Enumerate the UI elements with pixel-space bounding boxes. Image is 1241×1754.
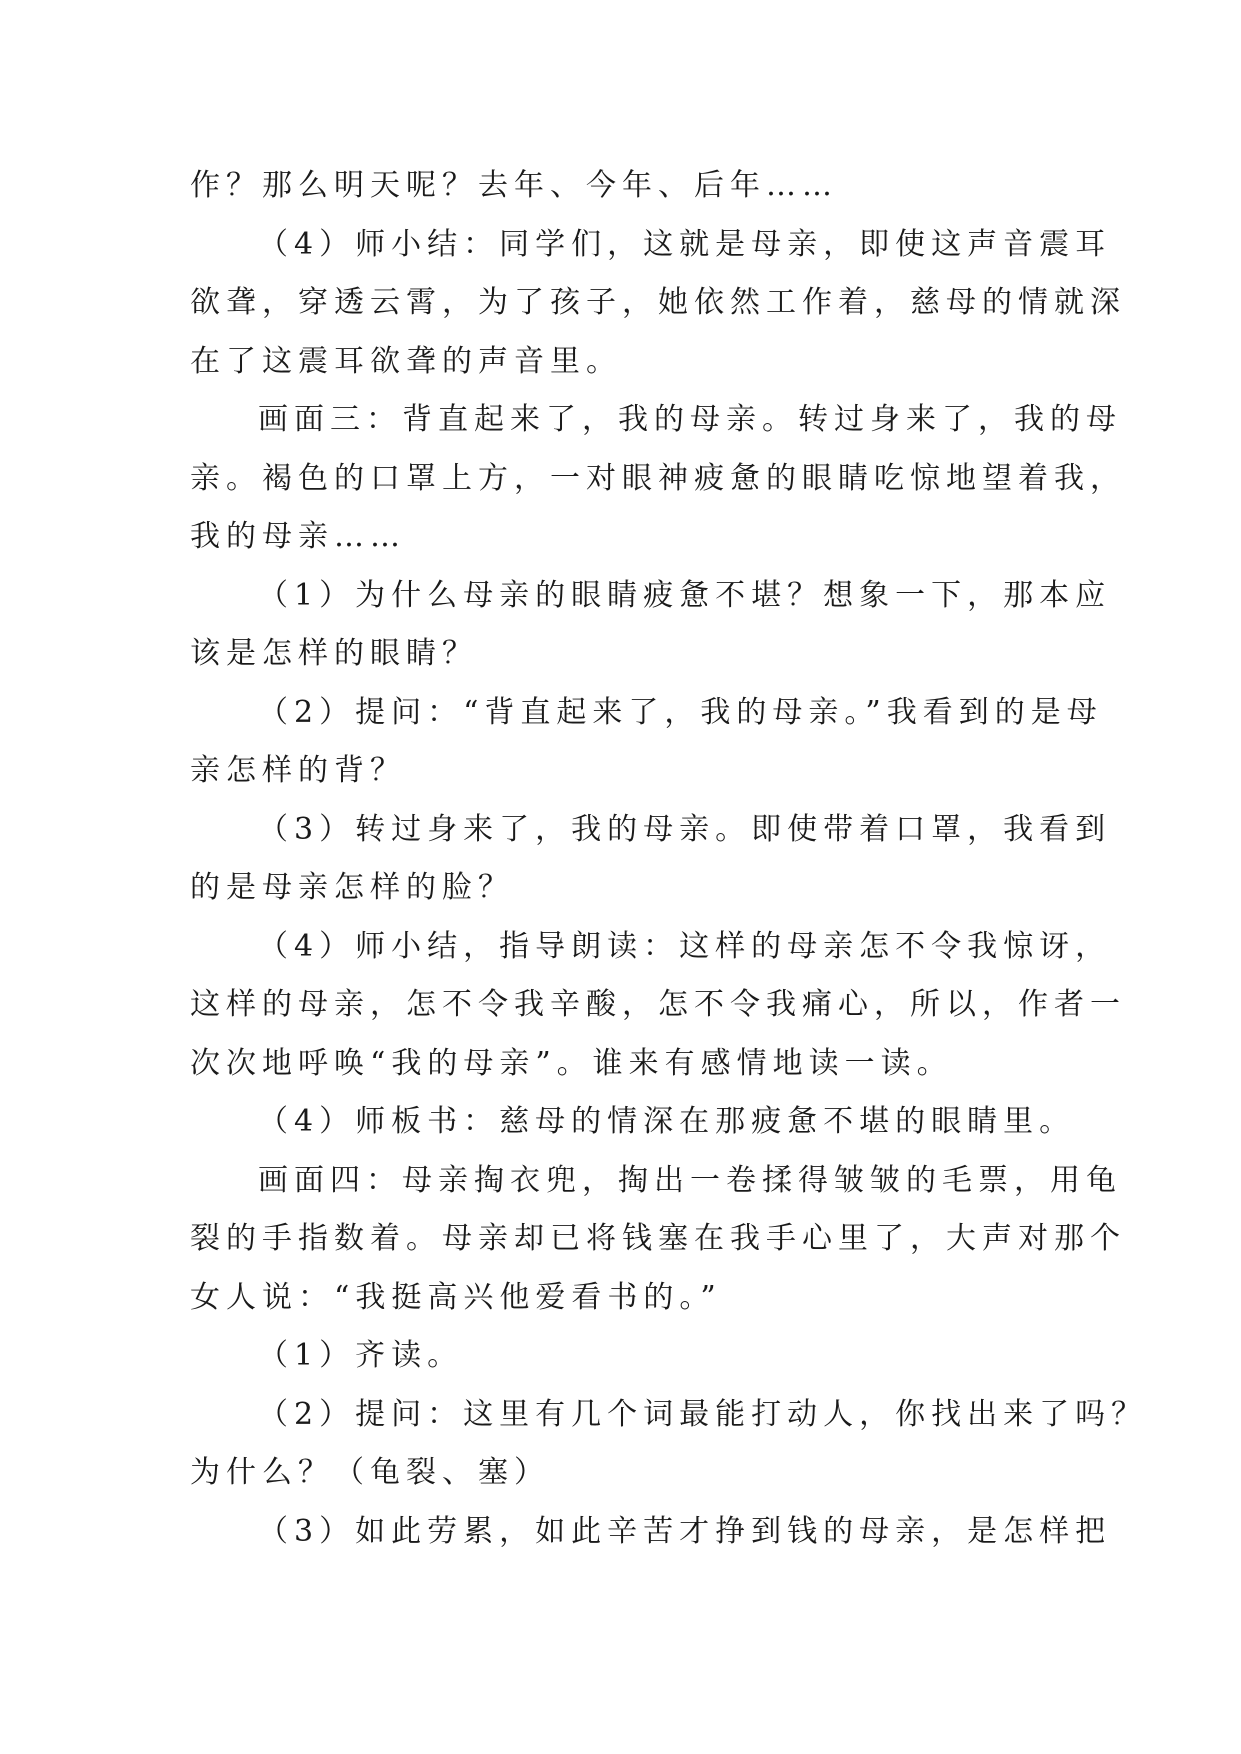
text-line: 欲聋，穿透云霄，为了孩子，她依然工作着，慈母的情就深 — [190, 285, 1126, 320]
text-line: （3）如此劳累，如此辛苦才挣到钱的母亲，是怎样把 — [258, 1513, 1112, 1549]
text-line: 我的母亲…… — [190, 519, 406, 554]
text-line: （3）转过身来了，我的母亲。即使带着口罩，我看到 — [258, 811, 1112, 847]
text-line: （1）为什么母亲的眼睛疲惫不堪？想象一下，那本应 — [258, 577, 1112, 613]
text-line: （4）师小结，指导朗读：这样的母亲怎不令我惊讶， — [258, 928, 1112, 964]
text-line: （2）提问：这里有几个词最能打动人，你找出来了吗？ — [258, 1396, 1148, 1432]
text-line: 在了这震耳欲聋的声音里。 — [190, 343, 622, 379]
text-line: （4）师小结：同学们，这就是母亲，即使这声音震耳 — [258, 226, 1112, 262]
text-line: 该是怎样的眼睛？ — [190, 636, 478, 671]
text-line: 裂的手指数着。母亲却已将钱塞在我手心里了，大声对那个 — [190, 1221, 1126, 1256]
text-line: 次次地呼唤“我的母亲”。谁来有感情地读一读。 — [190, 1045, 953, 1081]
text-line: 画面四：母亲掏衣兜，掏出一卷揉得皱皱的毛票，用龟 — [258, 1162, 1122, 1198]
document-body — [190, 157, 1148, 1561]
text-line: 亲。褐色的口罩上方，一对眼神疲惫的眼睛吃惊地望着我， — [190, 460, 1126, 496]
text-line: （2）提问：“背直起来了，我的母亲。”我看到的是母 — [258, 694, 1103, 730]
text-line: 亲怎样的背？ — [190, 753, 406, 788]
text-line: 的是母亲怎样的脸？ — [190, 870, 514, 905]
text-line: 为什么？（龟裂、塞） — [190, 1455, 550, 1490]
text-line: （4）师板书：慈母的情深在那疲惫不堪的眼睛里。 — [258, 1104, 1076, 1139]
text-line: 这样的母亲，怎不令我辛酸，怎不令我痛心，所以，作者一 — [190, 987, 1126, 1022]
text-line: 女人说：“我挺高兴他爱看书的。” — [190, 1279, 722, 1315]
text-line: 画面三：背直起来了，我的母亲。转过身来了，我的母 — [258, 402, 1122, 437]
text-line: （1）齐读。 — [258, 1338, 464, 1373]
text-line: 作？那么明天呢？去年、今年、后年…… — [190, 168, 838, 203]
